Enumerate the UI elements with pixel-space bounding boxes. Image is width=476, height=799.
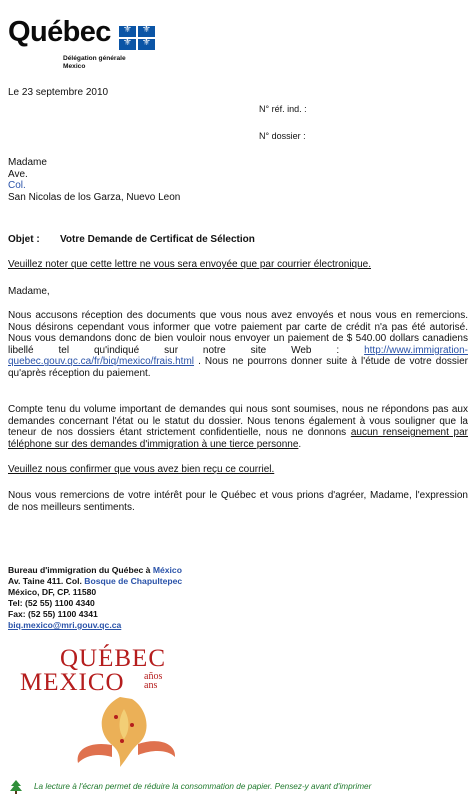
footer-eco-message: La lecture à l'écran permet de réduire la consommation de papier. Pensez-y avant d'imprimer [34,782,372,791]
subject-label: Objet : [8,234,40,245]
salutation: Madame, [8,286,50,297]
anniversary-word-quebec: QUÉBEC [60,645,166,672]
quebec-logo [8,18,168,80]
signature-block [8,565,182,631]
anniversary-word-mexico: MEXICO [20,669,125,696]
paragraph-confidentiality [8,404,468,450]
email-only-notice: Veuillez noter que cette lettre ne vous sera envoyée que par courrier électronique. [8,259,371,270]
letter-date: Le 23 septembre 2010 [8,87,109,98]
address-line: Madame [8,157,47,168]
logo-subtitle-city: Mexico [63,63,86,70]
email-link[interactable]: biq.mexico@mri.gouv.qc.ca [8,620,122,630]
tree-icon [8,780,24,794]
paragraph-payment [8,310,468,380]
address-line: Ave. [8,168,28,180]
address-line: San Nicolas de los Garza, Nuevo Leon [8,191,181,203]
signature-tel: Tel: (52 55) 1100 4340 [8,598,95,608]
paragraph-text: . [298,438,302,450]
recipient-address [8,157,180,203]
subject-line [8,234,255,245]
underlined-text: aucun renseignement par téléphone sur des demandes d'immigration à une tierce personne [8,427,468,450]
paragraph-text: . Nous ne pourrons donner suite à l'étude de votre dossier qu'après réception du paiement. [8,356,468,379]
signature-address: Av. Taine 411. Col. Bosque de Chapultepec [8,576,183,586]
anniversary-logo [20,645,210,775]
footer [8,780,468,794]
logo-subtitle-delegation: Délégation générale [63,55,126,62]
logo-wordmark: Québec [8,16,111,48]
paragraph-closing: Nous vous remercions de votre intérêt pour le Québec et vous prions d'agréer, Madame, l'expression de nos meilleurs sentiments. [8,490,468,513]
subject-text: Votre Demande de Certificat de Sélection [60,234,255,245]
paragraph-confirm: Veuillez nous confirmer que vous avez bien reçu ce courriel. [8,464,275,475]
paragraph-text: Nous accusons réception des documents que vous nous avez envoyés et nous vous en remercions. Nous désirons cependant vous informer que votre paiement par carte de crédit n'a pas été autorisé. Nous vous demandons donc de bien vouloir nous envoyer un paiement de $ 540.00 dollars canadiens libellé tel qu'indiqué sur notre site Web : [8,310,468,356]
address-line: Col. [8,180,26,191]
signature-org: Bureau d'immigration du Québec à México [8,565,182,575]
fleur-de-lis-flag-icon [119,26,155,50]
signature-fax: Fax: (52 55) 1100 4341 [8,609,98,619]
dossier-label: N° dossier : [259,131,306,141]
signature-city: México, DF, CP. 11580 [8,587,97,597]
anniversary-years: años ans [144,671,163,691]
paragraph-text: Compte tenu du volume important de demandes qui nous sont soumises, nous ne répondons pas aux demandes concernant l'état ou le statut du dossier. Nous tenons également à vous souligner que la teneur de nos dossiers étant strictement confidentielle, nous ne donnons [8,404,468,439]
reference-label: N° réf. ind. : [259,104,307,114]
fees-link[interactable]: http://www.immigration-quebec.gouv.qc.ca/fr/biq/mexico/frais.html [8,344,468,368]
